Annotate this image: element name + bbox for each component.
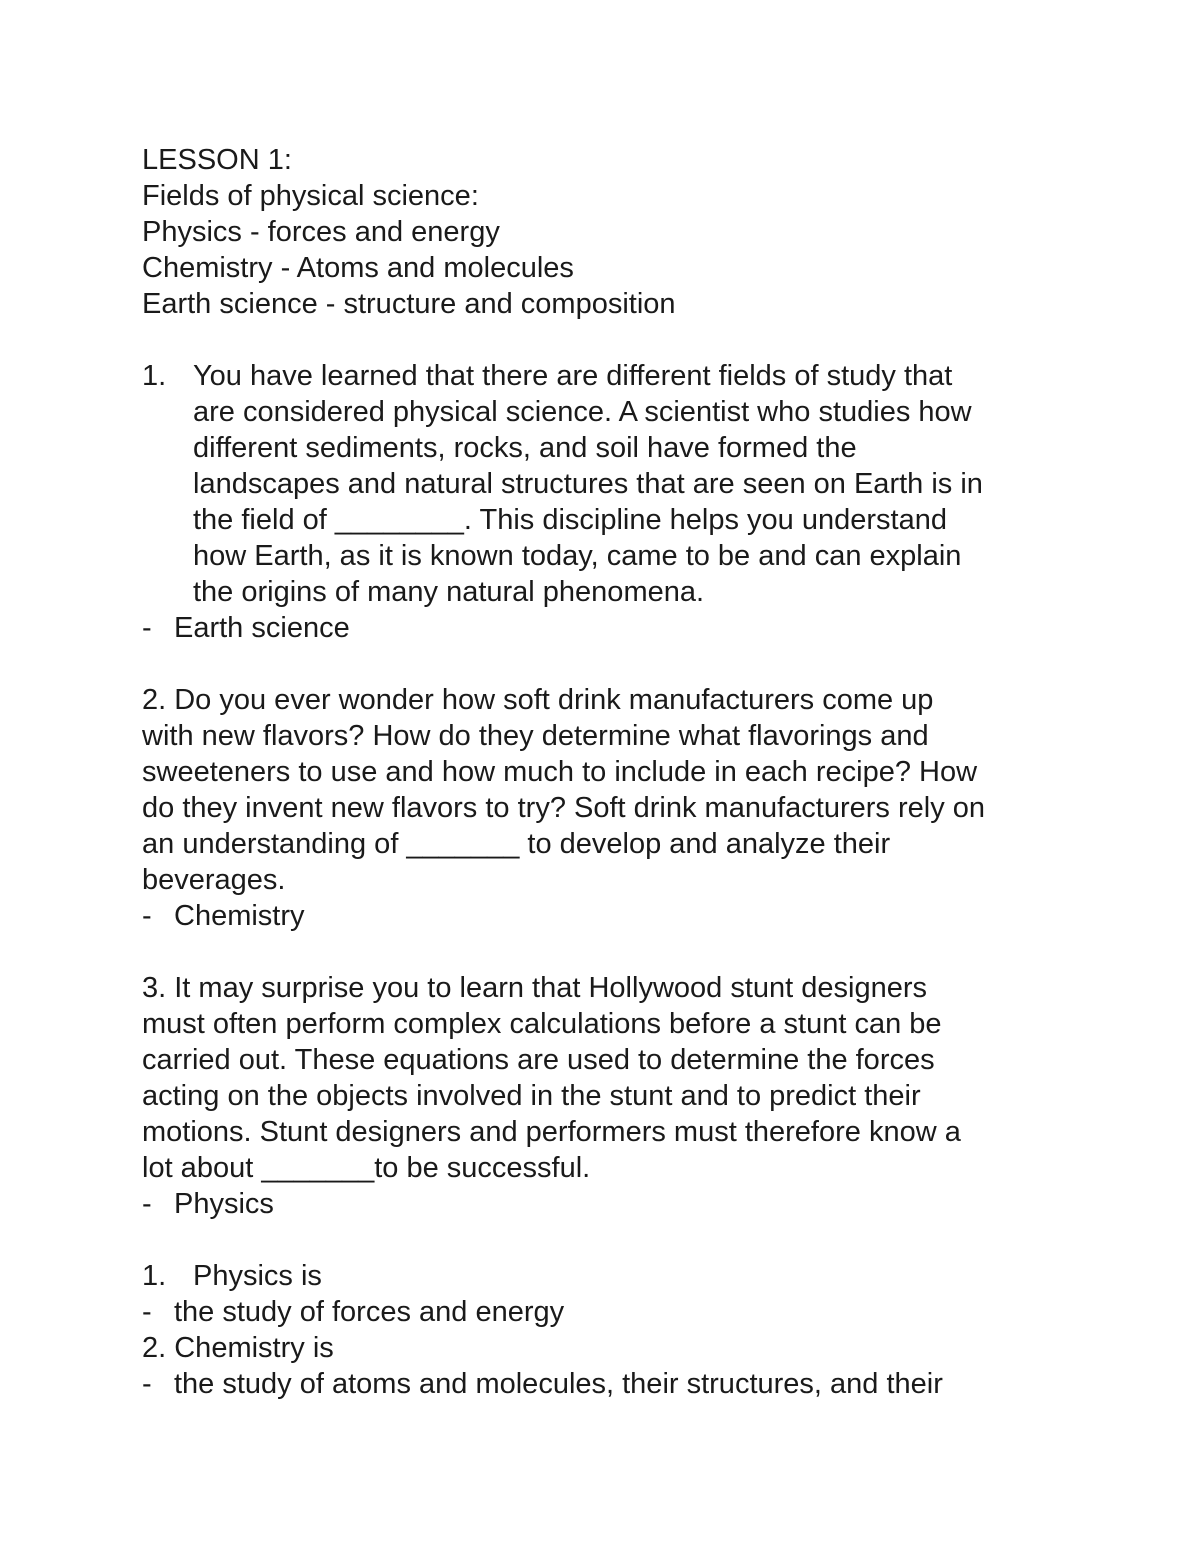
question-2-line: do they invent new flavors to try? Soft drink manufacturers rely on xyxy=(142,792,986,824)
document-body xyxy=(142,142,1072,1402)
question-3-line: motions. Stunt designers and performers must therefore know a xyxy=(142,1116,961,1148)
question-2-line: an understanding of _______ to develop and analyze their xyxy=(142,828,891,860)
question-2-line: sweeteners to use and how much to include in each recipe? How xyxy=(142,756,978,788)
question-1 xyxy=(142,358,1072,610)
definition-1-answer xyxy=(142,1294,1072,1330)
question-2-line: 2. Do you ever wonder how soft drink manufacturers come up xyxy=(142,684,934,716)
dash-marker: - xyxy=(142,1368,152,1400)
definition-1-prompt xyxy=(142,1258,1072,1294)
spacer xyxy=(142,646,1072,682)
question-1-number: 1. xyxy=(142,360,167,392)
dash-marker: - xyxy=(142,1296,152,1328)
question-1-line: how Earth, as it is known today, came to be and can explain xyxy=(193,540,962,572)
fields-title: Fields of physical science: xyxy=(142,180,479,212)
question-3-answer xyxy=(142,1186,1072,1222)
spacer xyxy=(142,1222,1072,1258)
question-3-line: acting on the objects involved in the stunt and to predict their xyxy=(142,1080,921,1112)
question-1-line: the origins of many natural phenomena. xyxy=(193,576,705,608)
dash-marker: - xyxy=(142,612,152,644)
question-3-line: 3. It may surprise you to learn that Hollywood stunt designers xyxy=(142,972,927,1004)
field-physics: Physics - forces and energy xyxy=(142,216,500,248)
question-2-line: with new flavors? How do they determine what flavorings and xyxy=(142,720,929,752)
field-chemistry: Chemistry - Atoms and molecules xyxy=(142,252,574,284)
dash-marker: - xyxy=(142,1188,152,1220)
question-3-line: lot about _______to be successful. xyxy=(142,1152,591,1184)
answer-text: Chemistry xyxy=(174,900,305,932)
answer-text: the study of atoms and molecules, their structures, and their xyxy=(174,1368,943,1400)
question-2-line: beverages. xyxy=(142,864,286,896)
answer-text: Earth science xyxy=(174,612,350,644)
answer-text: the study of forces and energy xyxy=(174,1296,565,1328)
definition-2-answer xyxy=(142,1366,1072,1402)
question-3-line: carried out. These equations are used to determine the forces xyxy=(142,1044,935,1076)
dash-marker: - xyxy=(142,900,152,932)
definition-1-text: Physics is xyxy=(193,1260,322,1292)
question-3-line: must often perform complex calculations before a stunt can be xyxy=(142,1008,942,1040)
spacer xyxy=(142,934,1072,970)
question-1-line: different sediments, rocks, and soil have formed the xyxy=(193,432,857,464)
question-1-answer xyxy=(142,610,1072,646)
question-1-line: You have learned that there are different fields of study that xyxy=(193,360,953,392)
question-1-line: are considered physical science. A scientist who studies how xyxy=(193,396,972,428)
definition-2-prompt: 2. Chemistry is xyxy=(142,1332,334,1364)
definition-1-number: 1. xyxy=(142,1260,167,1292)
spacer xyxy=(142,322,1072,358)
answer-text: Physics xyxy=(174,1188,274,1220)
field-earth-science: Earth science - structure and composition xyxy=(142,288,676,320)
lesson-heading: LESSON 1: xyxy=(142,144,292,176)
question-2-answer xyxy=(142,898,1072,934)
question-1-line: landscapes and natural structures that are seen on Earth is in xyxy=(193,468,983,500)
question-1-line: the field of ________. This discipline helps you understand xyxy=(193,504,947,536)
